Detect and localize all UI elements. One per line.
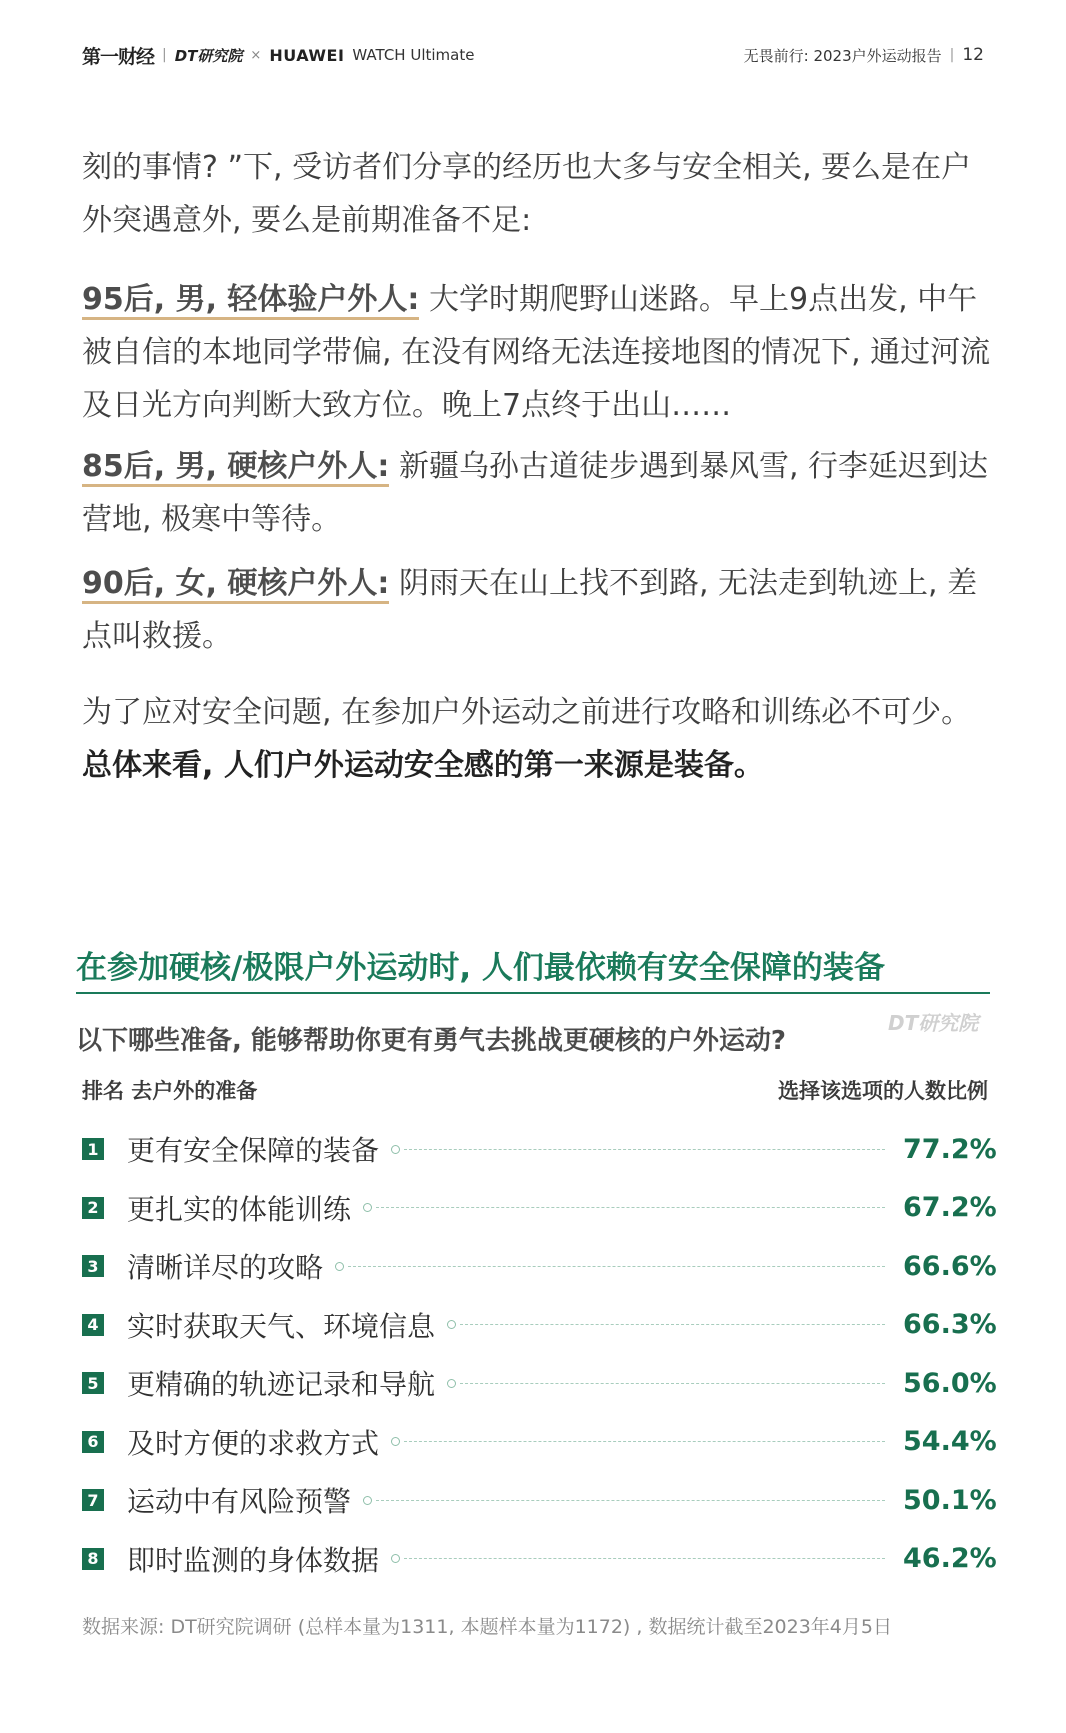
ranking-row <box>82 1413 997 1472</box>
ranking-row <box>82 1237 997 1296</box>
quote-text: 新疆乌孙古道徒步遇到暴风雪, 行李延迟到达营地, 极寒中等待。 <box>82 449 989 537</box>
row-value: 46.2% <box>903 1543 997 1575</box>
conclusion-bold: 总体来看, 人们户外运动安全感的第一来源是装备。 <box>82 748 764 783</box>
leader-dot <box>363 1496 372 1505</box>
row-label: 更扎实的体能训练 <box>127 1192 352 1226</box>
chart-title: 在参加硬核/极限户外运动时, 人们最依赖有安全保障的装备 <box>76 950 885 986</box>
row-label: 及时方便的求救方式 <box>127 1426 380 1460</box>
column-header-right: 选择该选项的人数比例 <box>778 1079 988 1103</box>
row-value: 77.2% <box>903 1133 997 1165</box>
quote-tag: 85后, 男, 硬核户外人: <box>82 449 389 487</box>
leader-dot <box>335 1262 344 1271</box>
rank-badge: 3 <box>82 1255 104 1277</box>
ranking-row <box>82 1471 997 1530</box>
header-divider-right: | <box>949 47 955 63</box>
leader-line <box>404 1149 885 1150</box>
page-number: 12 <box>962 45 984 65</box>
quote-tag: 90后, 女, 硬核户外人: <box>82 566 389 604</box>
leader-line <box>404 1441 885 1442</box>
row-value: 54.4% <box>903 1426 997 1458</box>
quote-text: 阴雨天在山上找不到路, 无法走到轨迹上, 差点叫救援。 <box>82 566 978 654</box>
quote-text: 大学时期爬野山迷路。早上9点出发, 中午被自信的本地同学带偏, 在没有网络无法连接地图的情况下, 通过河流及日光方向判断大致方位。晚上7点终于出山…… <box>82 282 991 423</box>
leader-line <box>348 1266 885 1267</box>
quote-1 <box>82 273 992 432</box>
row-value: 66.3% <box>903 1309 997 1341</box>
quote-2 <box>82 440 992 546</box>
rank-badge: 2 <box>82 1197 104 1219</box>
leader-dot <box>391 1554 400 1563</box>
ranking-list <box>82 1120 997 1588</box>
leader-line <box>404 1558 885 1559</box>
ranking-row <box>82 1179 997 1238</box>
rank-badge: 5 <box>82 1372 104 1394</box>
ranking-row <box>82 1354 997 1413</box>
dt-logo: DT研究院 <box>174 46 243 65</box>
chart-question: 以下哪些准备, 能够帮助你更有勇气去挑战更硬核的户外运动? <box>76 1026 787 1056</box>
row-value: 67.2% <box>903 1192 997 1224</box>
ranking-row <box>82 1120 997 1179</box>
leader-line <box>376 1500 885 1501</box>
leader-dot <box>447 1379 456 1388</box>
yicai-logo: 第一财经 <box>82 45 155 68</box>
row-label: 清晰详尽的攻略 <box>127 1251 324 1285</box>
quote-tag: 95后, 男, 轻体验户外人: <box>82 282 419 320</box>
rank-badge: 8 <box>82 1548 104 1570</box>
leader-dot <box>363 1203 372 1212</box>
chart-title-rule <box>76 992 990 994</box>
rank-badge: 4 <box>82 1314 104 1336</box>
ranking-row <box>82 1296 997 1355</box>
conclusion-normal: 为了应对安全问题, 在参加户外运动之前进行攻略和训练必不可少。 <box>82 695 972 730</box>
rank-badge: 6 <box>82 1431 104 1453</box>
leader-line <box>460 1324 885 1325</box>
row-label: 实时获取天气、环境信息 <box>127 1309 436 1343</box>
data-source: 数据来源: DT研究院调研 (总样本量为1311, 本题样本量为1172) , 数据统计截至2023年4月5日 <box>82 1616 892 1638</box>
row-value: 50.1% <box>903 1484 997 1516</box>
row-label: 更精确的轨迹记录和导航 <box>127 1368 436 1402</box>
dt-watermark: DT研究院 <box>888 1011 979 1035</box>
leader-line <box>376 1207 885 1208</box>
page-header <box>82 40 984 70</box>
row-label: 即时监测的身体数据 <box>127 1543 380 1577</box>
leader-dot <box>447 1320 456 1329</box>
huawei-logo: HUAWEI <box>269 45 345 65</box>
collab-mark: × <box>250 47 262 63</box>
leader-dot <box>391 1145 400 1154</box>
intro-paragraph: 刻的事情? ”下, 受访者们分享的经历也大多与安全相关, 要么是在户外突遇意外, 要么是前期准备不足: <box>82 150 972 238</box>
header-brands <box>82 42 474 69</box>
leader-dot <box>391 1437 400 1446</box>
rank-badge: 7 <box>82 1489 104 1511</box>
report-title: 无畏前行: 2023户外运动报告 <box>743 46 942 65</box>
product-name: WATCH Ultimate <box>352 46 475 64</box>
quote-3 <box>82 557 992 663</box>
row-label: 运动中有风险预警 <box>127 1485 352 1519</box>
conclusion-paragraph <box>82 686 992 792</box>
ranking-row <box>82 1530 997 1589</box>
row-value: 66.6% <box>903 1250 997 1282</box>
row-label: 更有安全保障的装备 <box>127 1134 380 1168</box>
header-report-info <box>744 45 984 66</box>
rank-badge: 1 <box>82 1138 104 1160</box>
header-divider: | <box>162 47 167 63</box>
column-header-left: 排名 去户外的准备 <box>82 1079 258 1103</box>
leader-line <box>460 1383 885 1384</box>
row-value: 56.0% <box>903 1367 997 1399</box>
